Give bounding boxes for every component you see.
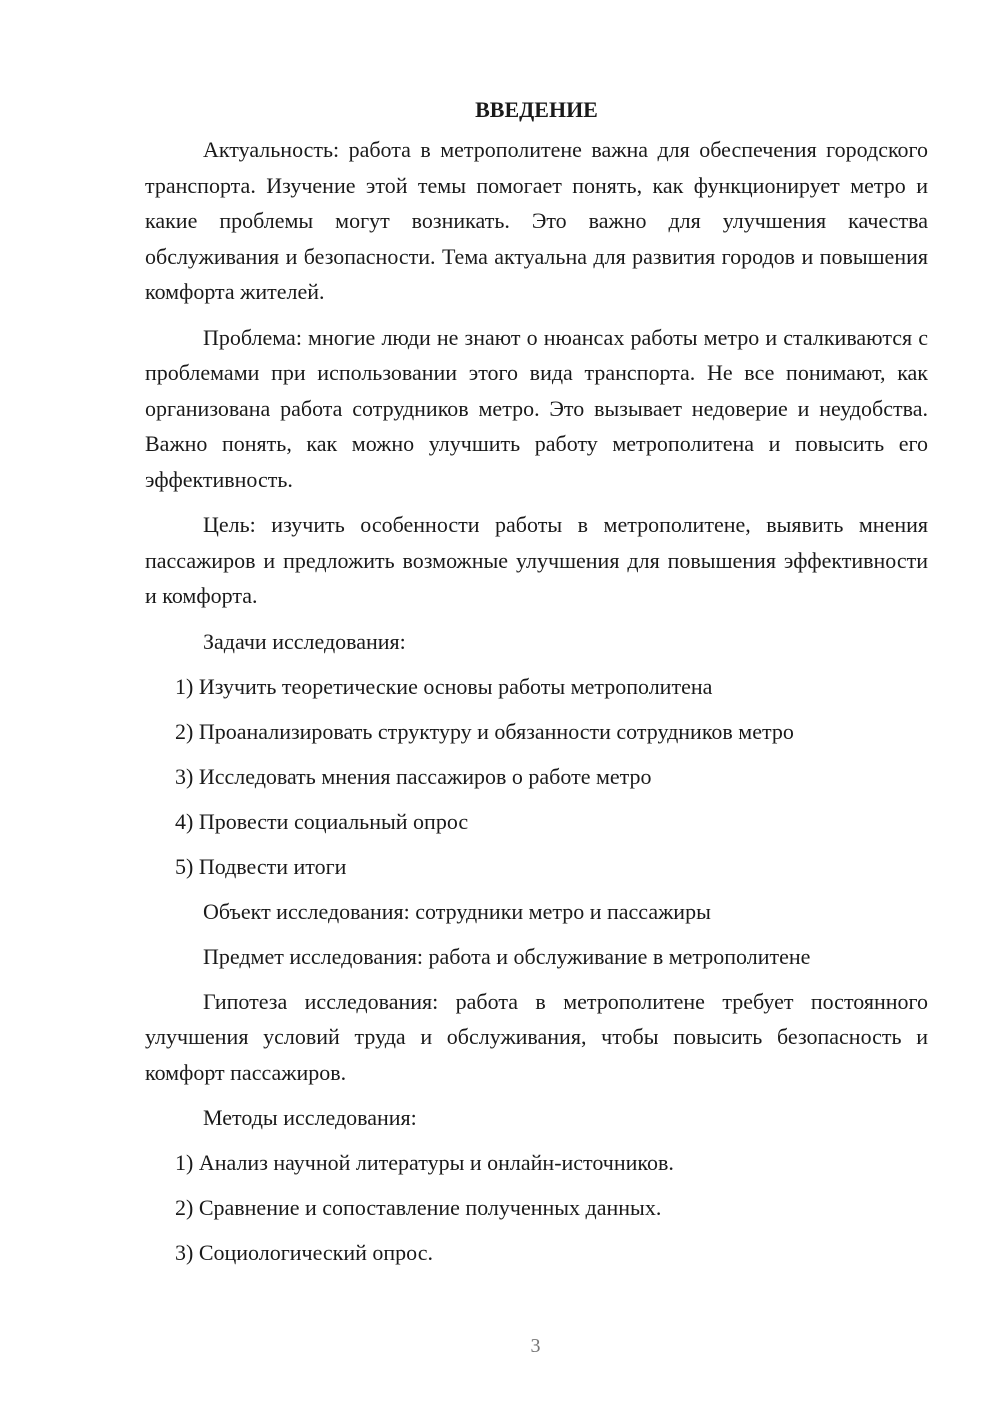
list-item: 1) Изучить теоретические основы работы метрополитена: [175, 673, 713, 699]
goal-paragraph: Цель: изучить особенности работы в метрополитене, выявить мнения пассажиров и предложить возможные улучшения для повышения эффективности и комфорта.: [145, 512, 928, 608]
list-item: 4) Провести социальный опрос: [175, 808, 469, 834]
tasks-list: [145, 669, 928, 884]
list-item: 1) Анализ научной литературы и онлайн-источников.: [175, 1150, 674, 1175]
page-number: 3: [530, 1335, 541, 1357]
list-item: 2) Сравнение и сопоставление полученных данных.: [175, 1195, 662, 1220]
research-object: Объект исследования: сотрудники метро и пассажиры: [203, 898, 711, 924]
list-item: 5) Подвести итоги: [175, 853, 347, 879]
page-title: ВВЕДЕНИЕ: [475, 97, 598, 122]
research-subject: Предмет исследования: работа и обслуживание в метрополитене: [203, 943, 811, 969]
problem-paragraph: Проблема: многие люди не знают о нюансах работы метро и сталкиваются с проблемами при использовании этого вида транспорта. Не все понимают, как организована работа сотрудников метро. Это вызывает недоверие и неудобства. Важно понять, как можно улучшить работу метрополитена и повысить его эффективность.: [145, 324, 928, 492]
list-item: 3) Исследовать мнения пассажиров о работе метро: [175, 763, 652, 789]
relevance-paragraph: Актуальность: работа в метрополитене важна для обеспечения городского транспорта. Изучение этой темы помогает понять, как функционирует метро и какие проблемы могут возникать. Это важно для улучшения качества обслуживания и безопасности. Тема актуальна для развития городов и повышения комфорта жителей.: [145, 137, 928, 304]
methods-list: [145, 1145, 928, 1270]
tasks-label: Задачи исследования:: [203, 628, 406, 654]
list-item: 3) Социологический опрос.: [175, 1240, 433, 1265]
list-item: 2) Проанализировать структуру и обязанности сотрудников метро: [175, 718, 794, 744]
methods-label: Методы исследования:: [203, 1105, 417, 1130]
hypothesis-paragraph: Гипотеза исследования: работа в метрополитене требует постоянного улучшения условий труда и обслуживания, чтобы повысить безопасность и комфорт пассажиров.: [145, 988, 928, 1085]
document-page: [145, 96, 928, 1280]
